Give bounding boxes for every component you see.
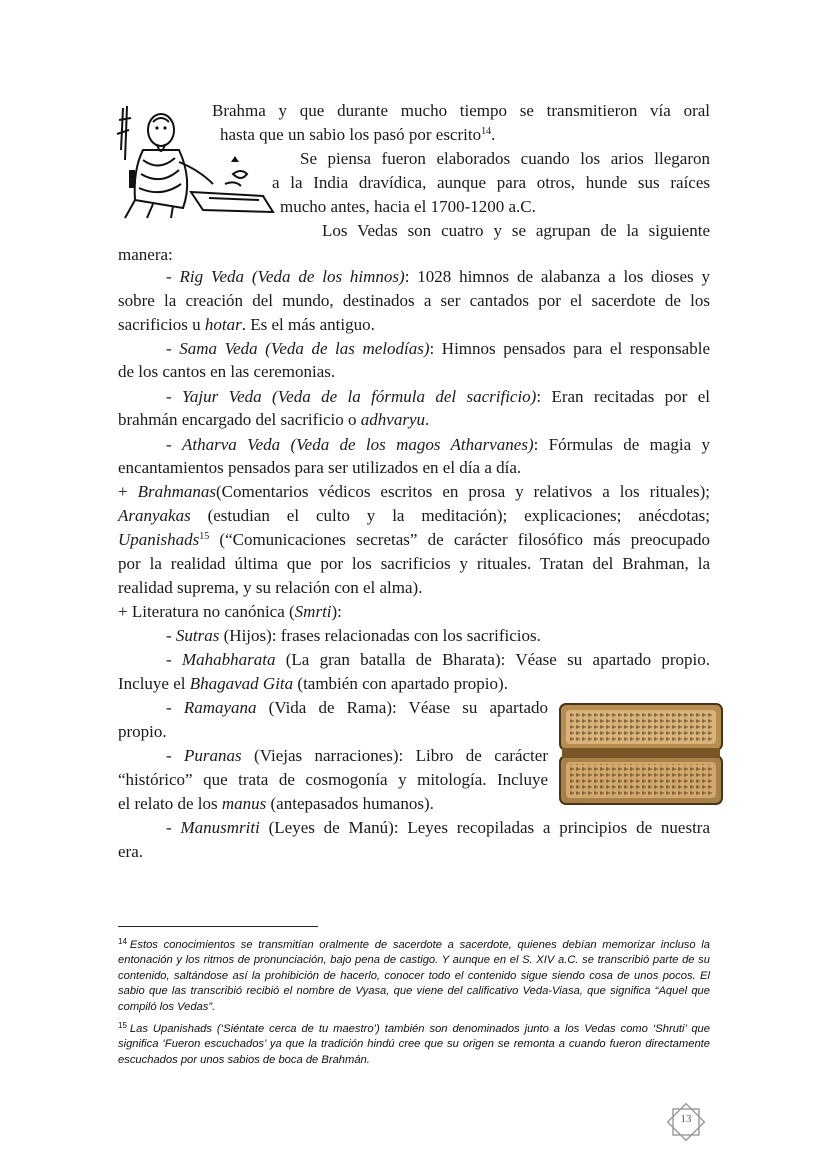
list-item-manusmriti: - Manusmriti (Leyes de Manú): Leyes recopiladas a principios de nuestra xyxy=(166,818,710,837)
body-line: de los cantos en las ceremonias. xyxy=(118,362,336,381)
body-line: + Brahmanas(Comentarios védicos escritos en prosa y relativos a los rituales); xyxy=(118,482,710,501)
body-line: a la India dravídica, aunque para otros, hunde sus raíces xyxy=(272,173,710,192)
body-line: era. xyxy=(118,842,144,861)
body-line: Upanishads$^{15}$ (“Comunicaciones secretas” de carácter filosófico más preocupado xyxy=(118,530,710,549)
footnote-separator xyxy=(118,926,318,927)
body-line: sacrificios u hotar. Es el más antiguo. xyxy=(118,315,375,334)
body-line: + Literatura no canónica (Smrti): xyxy=(118,602,342,621)
list-item-sama-veda: - Sama Veda (Veda de las melodías): Himnos pensados para el responsable xyxy=(166,339,710,358)
body-line: “histórico” que trata de cosmogonía y mitología. Incluye xyxy=(118,770,548,789)
body-line: hasta que un sabio los pasó por escrito$^{14}$. xyxy=(220,125,496,144)
body-line: sobre la creación del mundo, destinados a ser cantados por el sacerdote de los xyxy=(118,291,710,310)
body-line: Incluye el Bhagavad Gita (también con apartado propio). xyxy=(118,674,508,693)
manuscript-illustration xyxy=(558,700,726,810)
body-line: por la realidad última que por los sacrificios y rituales. Tratan del Brahman, la xyxy=(118,554,710,573)
list-item-mahabharata: - Mahabharata (La gran batalla de Bharata): Véase su apartado propio. xyxy=(166,650,710,669)
page-number: 13 xyxy=(680,1113,692,1125)
body-line: Se piensa fueron elaborados cuando los arios llegaron xyxy=(300,149,710,168)
body-line: Los Vedas son cuatro y se agrupan de la siguiente xyxy=(322,221,710,240)
body-line: mucho antes, hacia el 1700-1200 a.C. xyxy=(280,197,536,216)
list-item-yajur-veda: - Yajur Veda (Veda de la fórmula del sacrificio): Eran recitadas por el xyxy=(166,387,710,406)
footnote-15: $^{15}$ Las Upanishads (‘Siéntate cerca de tu maestro’) también son denominados junto a los Vedas como ‘Shruti’ que significa ‘Fueron escuchados’ ya que la tradición hindú cree que su origen se remonta a cuando fueron directamente escuchados por unos sabios de boca de Brahmán. xyxy=(118,1021,710,1066)
body-line: brahmán encargado del sacrificio o adhvaryu. xyxy=(118,410,430,429)
body-line: Brahma y que durante mucho tiempo se transmitieron vía oral xyxy=(212,101,710,120)
list-item-puranas: - Puranas (Viejas narraciones): Libro de carácter xyxy=(166,746,548,765)
footnote-ref[interactable]: 15 xyxy=(199,531,210,542)
list-item-atharva-veda: - Atharva Veda (Veda de los magos Atharvanes): Fórmulas de magia y xyxy=(166,435,710,454)
body-line: el relato de los manus (antepasados humanos). xyxy=(118,794,434,813)
footnote-ref[interactable]: 14 xyxy=(481,126,492,137)
body-line: Aranyakas (estudian el culto y la meditación); explicaciones; anécdotas; xyxy=(118,506,710,525)
body-line: propio. xyxy=(118,722,167,741)
footnote-14: $^{14}$ Estos conocimientos se transmitían oralmente de sacerdote a sacerdote, quienes debían memorizar incluso la entonación y los ritmos de pronunciación, bajo pena de castigo. Y aunque en el S. XIV a.C. se transcribió parte de su contenido, saltándose así la prohibición de hacerlo, conocer todo el contenido sigue siendo cosa de unos pocos. El sabio que las transcribió recibió el nombre de Vyasa, que viene del calificativo Veda-Viasa, que significa “Aquel que compiló los Vedas”. xyxy=(118,937,710,1013)
body-line: manera: xyxy=(118,245,173,264)
body-line: encantamientos pensados para ser utilizados en el día a día. xyxy=(118,458,522,477)
body-line: realidad suprema, y su relación con el alma). xyxy=(118,578,423,597)
list-item-sutras: - Sutras (Hijos): frases relacionadas con los sacrificios. xyxy=(166,626,541,645)
list-item-rig-veda: - Rig Veda (Veda de los himnos): 1028 himnos de alabanza a los dioses y xyxy=(166,267,710,286)
list-item-ramayana: - Ramayana (Vida de Rama): Véase su apartado xyxy=(166,698,548,717)
